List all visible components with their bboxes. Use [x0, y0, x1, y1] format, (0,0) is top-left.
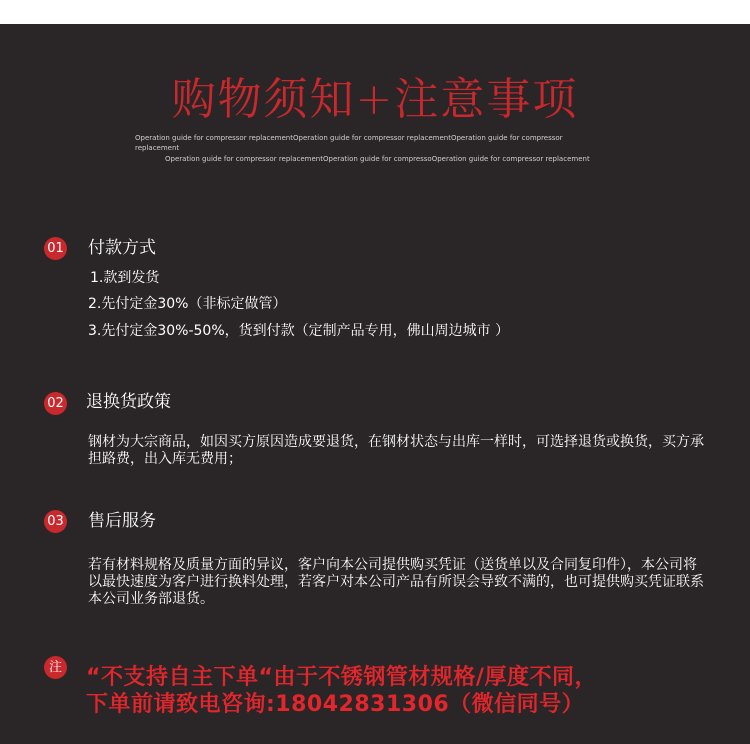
content-panel [0, 24, 750, 744]
payment-line-3: 3.先付定金30%-50%，货到付款（定制产品专用，佛山周边城市 ） [88, 323, 510, 339]
payment-line-1: 1.款到发货 [90, 270, 160, 286]
notice-line-1: “不支持自主下单“由于不锈钢管材规格/厚度不同， [86, 665, 597, 690]
section-title-payment: 付款方式 [88, 238, 156, 258]
subtitle-line-2: replacement [135, 144, 180, 152]
returns-policy-text: 钢材为大宗商品，如因买方原因造成要退货，在钢材状态与出库一样时，可选择退货或换货，买方承担路费，出入库无费用； [88, 434, 704, 467]
notice-badge: 注 [44, 656, 67, 679]
page-title: 购物须知+注意事项 [171, 74, 579, 125]
section-number-badge: 02 [44, 392, 67, 415]
subtitle-line-3: Operation guide for compressor replacementOperation guide for compressoOperation guide for compressor replacement [165, 155, 590, 163]
after-sales-text: 若有材料规格及质量方面的异议，客户向本公司提供购买凭证（送货单以及合同复印件），本公司将以最快速度为客户进行换料处理，若客户对本公司产品有所误会导致不满的，也可提供购买凭证联系本公司业务部退货。 [88, 557, 704, 607]
payment-line-2: 2.先付定金30%（非标定做管） [88, 296, 287, 312]
section-number-badge: 01 [44, 237, 67, 260]
subtitle-line-1: Operation guide for compressor replacementOperation guide for compressor replacementOperation guide for compressor [135, 134, 563, 142]
section-title-returns: 退换货政策 [86, 392, 171, 412]
section-title-after-sales: 售后服务 [88, 511, 156, 531]
notice-line-2: 下单前请致电咨询:18042831306（微信同号） [86, 692, 585, 717]
section-number-badge: 03 [44, 510, 67, 533]
